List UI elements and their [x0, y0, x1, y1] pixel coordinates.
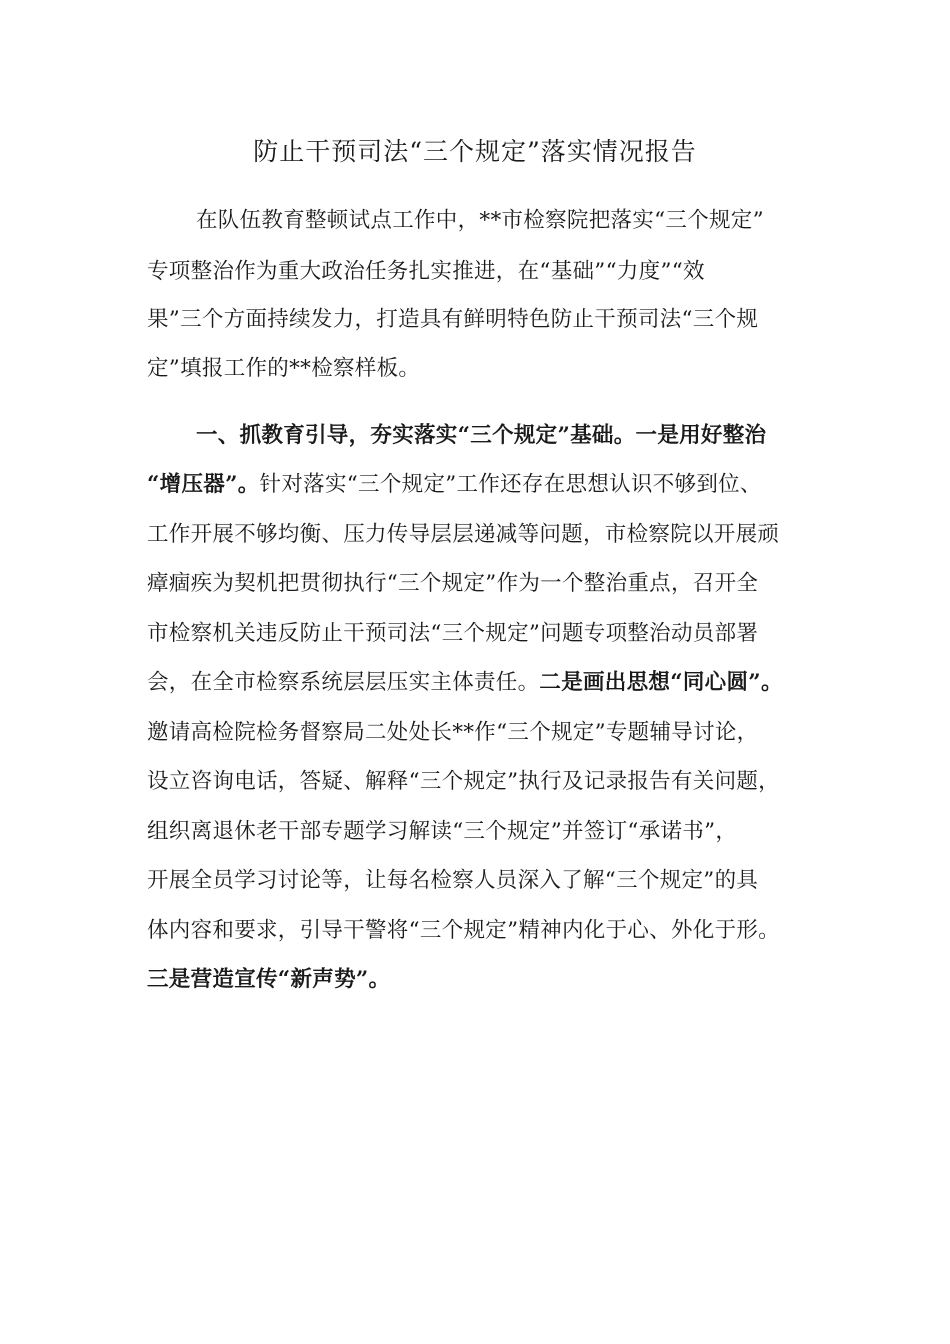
text-run: 邀请高检院检务督察局二处处长**作“三个规定”专题辅导讨论，	[147, 720, 759, 745]
text-run: 在队伍教育整顿试点工作中，**市检察院把落实“三个规定”	[196, 208, 764, 233]
section-heading: 一、抓教育引导，夯实落实“三个规定”基础。一是用好整治	[196, 423, 767, 448]
paragraph-2-line-6	[147, 665, 783, 696]
paragraph-2-line-9	[147, 814, 737, 845]
paragraph-2-line-7	[147, 715, 759, 746]
document-title: 防止干预司法“三个规定”落实情况报告	[253, 137, 697, 166]
paragraph-2-line-8	[147, 764, 780, 795]
paragraph-1-line-1	[196, 203, 764, 234]
bold-text-run: 二是画出思想“同心圆”。	[539, 670, 783, 695]
text-run: 会，在全市检察系统层层压实主体责任。	[147, 670, 540, 695]
bold-text-run: 三是营造宣传“新声势”。	[147, 967, 391, 992]
text-run: 专项整治作为重大政治任务扎实推进，在“基础”“力度”“效	[147, 259, 705, 284]
paragraph-2-line-1	[196, 418, 766, 449]
text-run: 定”填报工作的**检察样板。	[147, 356, 421, 381]
text-run: 针对落实“三个规定”工作还存在思想认识不够到位、	[259, 472, 762, 497]
text-run: 市检察机关违反防止干预司法“三个规定”问题专项整治动员部署	[147, 621, 759, 646]
paragraph-1-line-4	[147, 351, 420, 382]
paragraph-2-line-12	[147, 962, 390, 993]
paragraph-2-line-10	[147, 863, 758, 894]
text-run: 设立咨询电话，答疑、解释“三个规定”执行及记录报告有关问题，	[147, 769, 780, 794]
paragraph-2-line-5	[147, 616, 758, 647]
text-run: 组织离退休老干部专题学习解读“三个规定”并签订“承诺书”，	[147, 819, 738, 844]
paragraph-1-line-2	[147, 254, 705, 285]
paragraph-2-line-2	[147, 467, 762, 498]
bold-text-run: “增压器”。	[147, 472, 260, 497]
paragraph-1-line-3	[147, 302, 758, 333]
paragraph-2-line-11	[147, 913, 780, 944]
paragraph-2-line-4	[147, 566, 758, 597]
text-run: 瘴痼疾为契机把贯彻执行“三个规定”作为一个整治重点，召开全	[147, 571, 759, 596]
text-run: 开展全员学习讨论等，让每名检察人员深入了解“三个规定”的具	[147, 868, 759, 893]
text-run: 工作开展不够均衡、压力传导层层递减等问题，市检察院以开展顽	[147, 522, 780, 547]
text-run: 体内容和要求，引导干警将“三个规定”精神内化于心、外化于形。	[147, 918, 780, 943]
text-run: 果”三个方面持续发力，打造具有鲜明特色防止干预司法“三个规	[147, 307, 759, 332]
paragraph-2-line-3	[147, 517, 779, 548]
